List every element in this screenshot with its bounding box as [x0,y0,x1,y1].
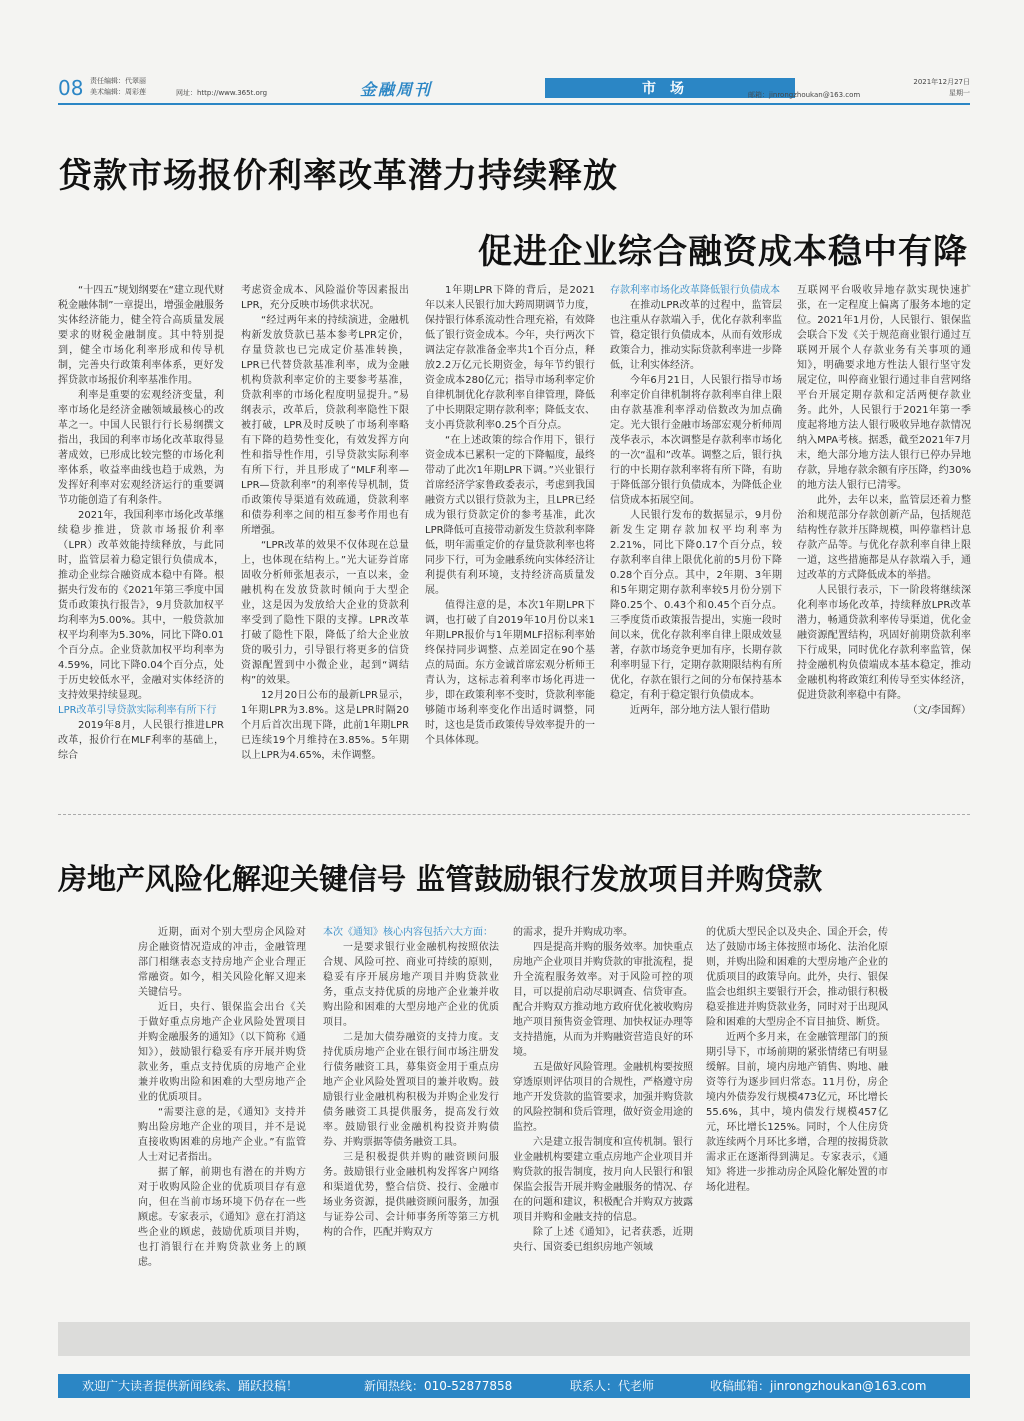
paragraph: “LPR改革的效果不仅体现在总量上，也体现在结构上。”光大证券首席固收分析师张旭表示，一直以来，金融机构在发放贷款时倾向于大型企业，这是因为发放给大企业的贷款利率受到了隐性下限的支撑。LPR改革打破了隐性下限，降低了给大企业放贷的吸引力，引导银行将更多的信贷资源配置到中小微企业，起到“调结构”的效果。 [241,540,409,686]
brand-logo: 金融周刊 [360,80,433,99]
subheading: 存款利率市场化改革降低银行负债成本 [610,285,780,296]
editor-name: 责任编辑：代翠丽 [90,77,146,85]
paragraph: 近两个多月来，在金融管理部门的预期引导下，市场前期的紧张情绪已有明显缓解。目前，境内房地产销售、购地、融资等行为逐步回归常态。11月份，房企境内外债券发行规模473亿元，环比增长55.6%，其中，境内债发行规模457亿元，环比增长125%。同时，个人住房贷款连续两个月环比多增，合理的按揭贷款需求正在逐渐得到满足。专家表示，《通知》将进一步推动房企风险化解处置的市场化进程。 [706,1032,888,1193]
paragraph: 三是积极提供并购的融资顾问服务。鼓励银行业金融机构发挥客户网络和渠道优势，整合信贷、投行、金融市场业务资源，提供融资顾问服务，加强与证券公司、会计师事务所等第三方机构的合作，匹配并购双方 [323,1152,499,1238]
footer-slogan: 欢迎广大读者提供新闻线索、踊跃投稿！ [82,1379,299,1393]
paragraph: 2021年，我国利率市场化改革继续稳步推进，贷款市场报价利率（LPR）改革效能持续释放，与此同时，监管层着力稳定银行负债成本，推动企业综合融资成本稳中有降。根据央行发布的《2021年第三季度中国货币政策执行报告》，9月贷款加权平均利率为5.00%。其中，一般贷款加权平均利率为5.30%，同比下降0.01个百分点。企业贷款加权平均利率为4.59%，同比下降0.04个百分点，处于历史较低水平，金融对实体经济的支持效果持续显现。 [58,510,224,701]
paragraph: 的优质大型民企以及央企、国企开会，传达了鼓励市场主体按照市场化、法治化原则，并购出险和困难的大型房地产企业的优质项目的政策导向。此外，央行、银保监会也组织主要银行开会，推动银行积极稳妥推进并购贷款业务，同时对于出现风险和困难的大型房企不盲目抽贷、断贷。 [706,927,888,1028]
article-divider [58,814,970,815]
author-signature: （文/李国辉） [907,705,971,716]
paragraph: 利率是重要的宏观经济变量，利率市场化是经济金融领域最核心的改革之一。中国人民银行行长易纲撰文指出，我国的利率市场化改革取得显著成效，已形成比较完整的市场化利率体系，收益率曲线也趋于成熟，为发挥好利率对宏观经济运行的重要调节功能创造了有利条件。 [58,390,224,506]
subheading: 本次《通知》核心内容包括六大方面： [323,927,493,938]
paragraph: 五是做好风险管理。金融机构要按照穿透原则评估项目的合规性，严格遵守房地产开发贷款的监管要求，加强并购贷款的风险控制和贷后管理，做好资金用途的监控。 [513,1062,693,1133]
paragraph: 四是提高并购的服务效率。加快重点房地产企业项目并购贷款的审批流程，提升全流程服务效率。对于风险可控的项目，可以提前启动尽职调查、信贷审查。配合并购双方推动地方政府优化被收购房地产项目预售资金管理、加快权证办理等支持措施，从而为并购融资营造良好的环境。 [513,942,693,1058]
issue-date [913,77,970,99]
editor-credits [90,76,146,98]
paragraph: 12月20日公布的最新LPR显示，1年期LPR为3.8%。这是LPR时隔20个月后首次出现下降，此前1年期LPR已连续19个月维持在3.85%。5年期以上LPR为4.65%，未作调整。 [241,690,409,761]
footer-bar [58,1374,970,1398]
paragraph: 互联网平台吸收异地存款实现快速扩张，在一定程度上偏离了服务本地的定位。2021年1月份，人民银行、银保监会联合下发《关于规范商业银行通过互联网开展个人存款业务有关事项的通知》，明确要求地方性法人银行坚守发展定位，叫停商业银行通过非自营网络平台开展定期存款和定活两便存款业务。此外，人民银行于2021年第一季度起将地方法人银行吸收异地存款情况纳入MPA考核。据悉，截至2021年7月末，绝大部分地方法人银行已停办异地存款，异地存款余额有序压降，约30%的地方法人银行已清零。 [797,285,971,491]
footer-contact: 联系人：代老师 [570,1379,655,1393]
article2-column-4 [706,925,888,1305]
paragraph: 二是加大债券融资的支持力度。支持优质房地产企业在银行间市场注册发行债务融资工具，募集资金用于重点房地产企业风险处置项目的兼并收购。鼓励银行业金融机构积极为并购企业发行债务融资工具提供服务，提高发行效率。鼓励银行业金融机构投资并购债券、并购票据等债务融资工具。 [323,1032,499,1148]
article1-column-3 [425,283,595,785]
paragraph: “在上述政策的综合作用下，银行资金成本已累积一定的下降幅度，最终带动了此次1年期LPR下调。”兴业银行首席经济学家鲁政委表示，考虑到我国融资方式以银行贷款为主，且LPR已经成为银行贷款定价的参考基准，此次LPR降低可直接带动新发生贷款利率降低，明年需重定价的存量贷款利率也将同步下行，可为金融系统向实体经济让利提供有利环境，支持经济高质量发展。 [425,435,595,596]
article2-column-3 [513,925,693,1305]
article2-column-2 [323,925,499,1305]
paragraph: “需要注意的是，《通知》支持并购出险房地产企业的项目，并不是说直接收购困难的房地产企业。”有监管人士对记者指出。 [138,1107,306,1163]
paragraph: “十四五”规划纲要在“建立现代财税金融体制”一章提出，增强金融服务实体经济能力，健全符合高质量发展要求的财税金融制度。其中特别提到，健全市场化利率形成和传导机制，完善央行政策利率体系，更好发挥贷款市场报价利率基准作用。 [58,285,224,386]
paragraph: 此外，去年以来，监管层还着力整治和规范部分存款创新产品，包括规范结构性存款并压降规模，叫停靠档计息存款产品等。与优化存款利率自律上限一道，这些措施都是从存款端入手，通过改革的方式降低成本的举措。 [797,495,971,581]
footer-email: 收稿邮箱：jinrongzhoukan@163.com [710,1379,927,1393]
page-header [58,74,970,104]
ad-placeholder-band [58,1322,970,1356]
paragraph: 2019年8月，人民银行推进LPR改革，报价行在MLF利率的基础上，综合 [58,720,224,761]
article1-title-line2: 促进企业综合融资成本稳中有降 [478,232,968,272]
paragraph: 的需求，提升并购成功率。 [513,927,633,938]
header-email: 邮箱：jinrongzhoukan@163.com [748,91,861,99]
paragraph: 值得注意的是，本次1年期LPR下调，也打破了自2019年10月份以来1年期LPR报价与1年期MLF招标利率始终保持同步调整、点差固定在90个基点的局面。东方金诚首席宏观分析师王青认为，这标志着利率市场化再进一步，即在政策利率不变时，贷款利率能够随市场利率变化作出适时调整，同时，这也是货币政策传导效率提升的一个具体体现。 [425,600,595,746]
paragraph: 据了解，前期也有潜在的并购方对于收购风险企业的优质项目存有意向，但在当前市场环境下仍存在一些顾虑。专家表示，《通知》意在打消这些企业的顾虑，鼓励优质项目并购，也打消银行在并购贷款业务上的顾虑。 [138,1167,306,1268]
paragraph: 近两年，部分地方法人银行借助 [630,705,770,716]
section-label: 市场 [642,81,698,97]
footer-hotline: 新闻热线：010-52877858 [364,1379,513,1393]
paragraph: 除了上述《通知》，记者获悉，近期央行、国资委已组织房地产领域 [513,1227,693,1253]
website-url: 网址：http://www.365t.org [176,89,268,97]
article1-column-2 [241,283,409,785]
paragraph: 1年期LPR下降的背后，是2021年以来人民银行加大跨周期调节力度，保持银行体系流动性合理充裕，有效降低了银行资金成本。今年，央行两次下调法定存款准备金率共1个百分点，释放2.2万亿元长期资金，每年节约银行资金成本280亿元；指导市场利率定价自律机制优化存款利率自律管理，降低了中长期限定期存款利率；降低支农、支小再贷款利率0.25个百分点。 [425,285,595,431]
article1-column-4 [610,283,782,785]
date-text: 2021年12月27日 [913,78,970,86]
paragraph: 考虑资金成本、风险溢价等因素报出LPR，充分反映市场供求状况。 [241,285,409,311]
header-rule [58,103,970,105]
paragraph: 在推动LPR改革的过程中，监管层也注重从存款端入手，优化存款利率监管，稳定银行负债成本，从而有效形成政策合力，推动实际贷款利率进一步降低，让利实体经济。 [610,300,782,371]
designer-name: 美术编辑：周彩莲 [90,88,146,96]
weekday-text: 星期一 [949,89,970,97]
paragraph: 一是要求银行业金融机构按照依法合规、风险可控、商业可持续的原则，稳妥有序开展房地产项目并购贷款业务，重点支持优质的房地产企业兼并收购出险和困难的大型房地产企业的优质项目。 [323,942,499,1028]
paragraph: 近日，央行、银保监会出台《关于做好重点房地产企业风险处置项目并购金融服务的通知》（以下简称《通知》），鼓励银行稳妥有序开展并购贷款业务，重点支持优质的房地产企业兼并收购出险和困难的大型房地产企业的优质项目。 [138,1002,306,1103]
paragraph: 人民银行表示，下一阶段将继续深化利率市场化改革，持续释放LPR改革潜力，畅通贷款利率传导渠道，优化金融资源配置结构，巩固好前期贷款利率下行成果，同时优化存款利率监管，保持金融机构负债端成本基本稳定，推动金融机构将政策红利传导至实体经济，促进贷款利率稳中有降。 [797,585,971,701]
article2-column-1 [138,925,306,1305]
page-number: 08 [58,76,84,100]
paragraph: 六是建立报告制度和宣传机制。银行业金融机构要建立重点房地产企业项目并购贷款的报告制度，按月向人民银行和银保监会报告开展并购金融服务的情况、存在的问题和建议，积极配合并购双方披露项目并购和金融支持的信息。 [513,1137,693,1223]
paragraph: 人民银行发布的数据显示，9月份新发生定期存款加权平均利率为2.21%，同比下降0.17个百分点，较存款利率自律上限优化前的5月份下降0.28个百分点。其中，2年期、3年期和5年期定期存款利率较5月份分别下降0.25个、0.43个和0.45个百分点。三季度货币政策报告提出，实施一段时间以来，优化存款利率自律上限成效显著，存款市场竞争更加有序，长期存款利率明显下行，定期存款期限结构有所优化，存款在银行之间的分布保持基本稳定，有利于稳定银行负债成本。 [610,510,782,701]
article2-title: 房地产风险化解迎关键信号 监管鼓励银行发放项目并购贷款 [58,862,823,896]
paragraph: 今年6月21日，人民银行指导市场利率定价自律机制将存款利率自律上限由存款基准利率浮动倍数改为加点确定。光大银行金融市场部宏观分析师周茂华表示，本次调整是存款利率市场化的一次“温和”改革。调整之后，银行执行的中长期存款利率将有所下降，有助于降低部分银行负债成本，为降低企业信贷成本拓展空间。 [610,375,782,506]
subheading: LPR改革引导贷款实际利率有所下行 [58,705,217,716]
article1-column-1 [58,283,224,785]
paragraph: “经过两年来的持续演进，金融机构新发放贷款已基本参考LPR定价，存量贷款也已完成定价基准转换，LPR已代替贷款基准利率，成为金融机构贷款利率定价的主要参考基准，贷款利率的市场化程度明显提升。”易纲表示，改革后，贷款利率隐性下限被打破，LPR及时反映了市场利率略有下降的趋势性变化，有效发挥方向性和指导性作用，引导贷款实际利率有所下行，并且形成了“MLF利率—LPR—贷款利率”的利率传导机制，货币政策传导渠道有效疏通，贷款利率和债券利率之间的相互参考作用也有所增强。 [241,315,409,536]
article1-title-line1: 贷款市场报价利率改革潜力持续释放 [58,156,618,196]
paragraph: 近期，面对个别大型房企风险对房企融资情况造成的冲击，金融管理部门相继表态支持房地产企业合理正常融资。如今，相关风险化解又迎来关键信号。 [138,927,306,998]
article1-column-5 [797,283,971,785]
